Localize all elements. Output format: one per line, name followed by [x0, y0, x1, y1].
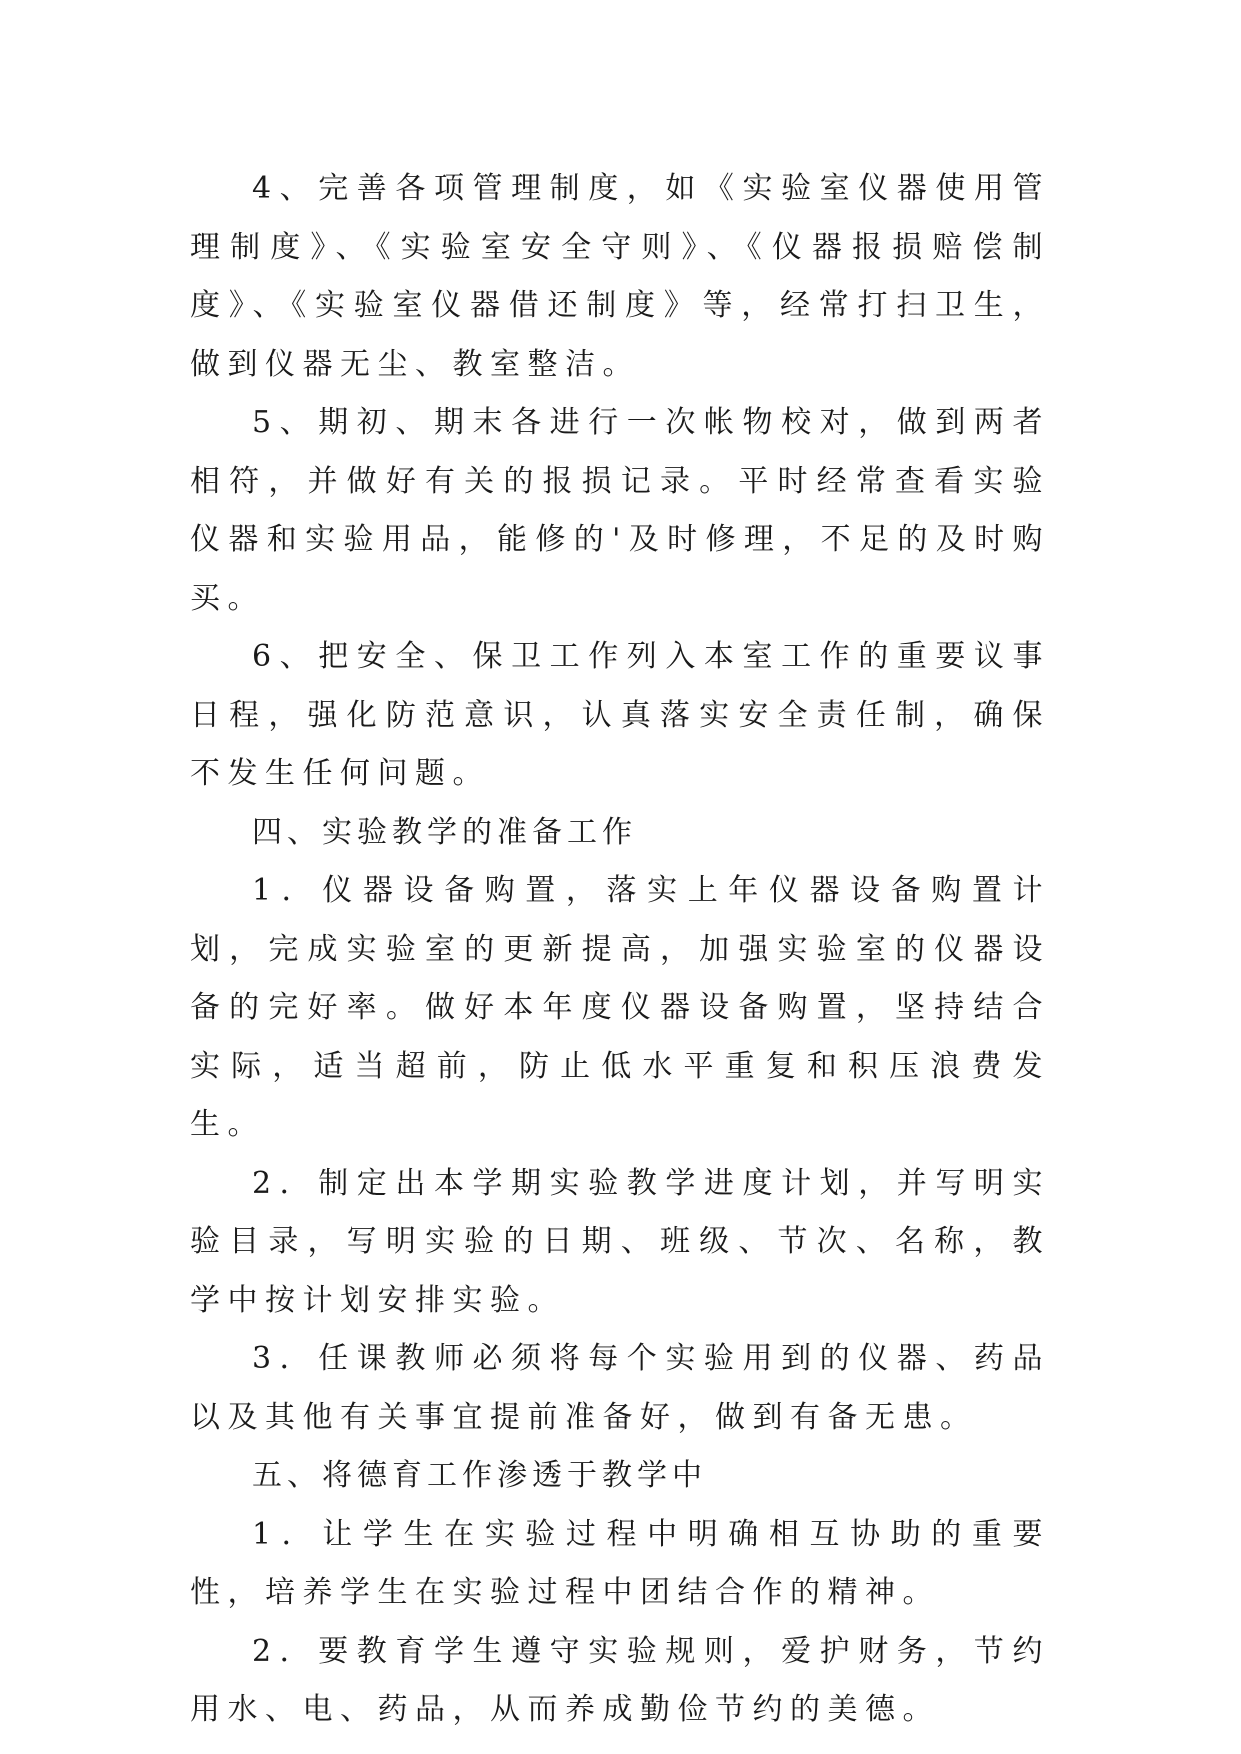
section-heading-5: 五、将德育工作渗透于教学中 — [252, 1458, 707, 1493]
paragraph-item-6: 6、把安全、保卫工作列入本室工作的重要议事日程，强化防范意识，认真落实安全责任制，确保不发生任何问题。 — [190, 639, 1050, 791]
paragraph-item-5: 5、期初、期末各进行一次帐物校对，做到两者相符，并做好有关的报损记录。平时经常查看实验仪器和实验用品，能修的'及时修理，不足的及时购买。 — [190, 405, 1050, 616]
paragraph-section5-item-2: 2．要教育学生遵守实验规则，爱护财务，节约用水、电、药品，从而养成勤俭节约的美德。 — [190, 1633, 1050, 1727]
paragraph-section4-item-3: 3．任课教师必须将每个实验用到的仪器、药品以及其他有关事宜提前准备好，做到有备无患。 — [190, 1341, 1050, 1435]
section-heading-4: 四、实验教学的准备工作 — [252, 814, 637, 850]
paragraph-item-4: 4、完善各项管理制度，如《实验室仪器使用管理制度》、《实验室安全守则》、《仪器报损赔偿制度》、《实验室仪器借还制度》等，经常打扫卫生，做到仪器无尘、教室整洁。 — [190, 171, 1050, 382]
paragraph-section5-item-1: 1．让学生在实验过程中明确相互协助的重要性，培养学生在实验过程中团结合作的精神。 — [190, 1516, 1050, 1610]
paragraph-section4-item-1: 1．仪器设备购置，落实上年仪器设备购置计划，完成实验室的更新提高，加强实验室的仪器设备的完好率。做好本年度仪器设备购置，坚持结合实际，适当超前，防止低水平重复和积压浪费发生。 — [190, 873, 1050, 1142]
document-page — [190, 160, 1050, 1740]
paragraph-section4-item-2: 2．制定出本学期实验教学进度计划，并写明实验目录，写明实验的日期、班级、节次、名称，教学中按计划安排实验。 — [190, 1165, 1050, 1318]
